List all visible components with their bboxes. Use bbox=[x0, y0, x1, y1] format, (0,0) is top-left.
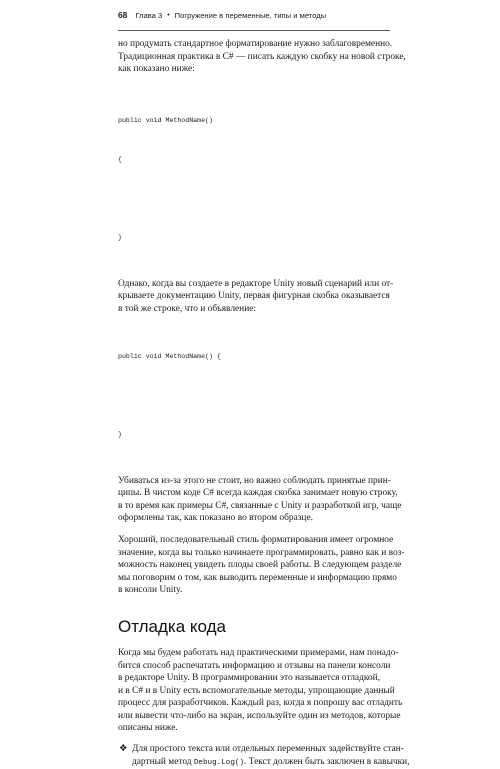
text-line: крываете документацию Unity, первая фигурная скобка оказывается bbox=[118, 291, 390, 302]
text-line: как показано ниже: bbox=[118, 64, 195, 75]
text-line: Традиционная практика в C# — писать каждую скобку на новой строке, bbox=[118, 51, 406, 62]
paragraph-3 bbox=[118, 475, 402, 525]
code-block-1 bbox=[118, 88, 390, 270]
text-line: Хороший, последовательный стиль форматирования имеет огромное bbox=[118, 534, 394, 545]
text-line: в той же строке, что и объявление: bbox=[118, 303, 256, 314]
chapter-title: Погружение в переменные, типы и методы bbox=[174, 10, 327, 20]
code-line bbox=[118, 192, 390, 205]
text-fragment: дартный метод bbox=[132, 756, 194, 767]
code-line: } bbox=[118, 430, 122, 438]
text-fragment: . Текст должен быть заключен в кавычки, bbox=[244, 756, 410, 767]
text-line: в консоли Unity. bbox=[118, 585, 183, 596]
header-separator: • bbox=[167, 11, 170, 19]
running-header bbox=[118, 0, 390, 31]
paragraph-2 bbox=[118, 278, 394, 316]
diamond-bullet-icon: ❖ bbox=[119, 744, 128, 755]
code-line: { bbox=[118, 155, 122, 163]
text-line: Для простого текста или отдельных переменных задействуйте стан- bbox=[132, 744, 404, 755]
text-line: можность наконец увидеть плоды своей работы. В следующем разделе bbox=[118, 560, 402, 571]
inline-code: Debug.Log() bbox=[193, 758, 245, 767]
text-line: бится способ распечатать информацию и отзывы на панели консоли bbox=[118, 660, 391, 671]
page-body bbox=[118, 38, 410, 769]
text-line: в редакторе Unity. В программировании это называется отладкой, bbox=[118, 673, 380, 684]
code-line: public void MethodName() bbox=[118, 116, 213, 124]
page-number: 68 bbox=[118, 10, 128, 20]
text-line: мы поговорим о том, как выводить переменные и информацию прямо bbox=[118, 572, 397, 583]
text-line: но продумать стандартное форматирование нужно заблаговременно. bbox=[118, 39, 393, 49]
text-line: значение, когда вы только начинаете программировать, равно как и воз- bbox=[118, 547, 405, 558]
text-line: или вывести что-либо на экран, используйте один из методов, которые bbox=[118, 710, 401, 721]
code-block-2 bbox=[118, 324, 390, 467]
text-line: в то время как примеры C#, связанные с Unity и разработкой игр, чаще bbox=[118, 500, 402, 511]
text-line: ципы. В чистом коде C# всегда каждая скобка занимает новую строку, bbox=[118, 488, 398, 499]
text-line: оформлены так, как показано во втором образце. bbox=[118, 513, 313, 524]
text-line: Однако, когда вы создаете в редакторе Unity новый сценарий или от- bbox=[118, 278, 394, 289]
bullet-item bbox=[118, 743, 410, 769]
text-line: описаны ниже. bbox=[118, 723, 178, 734]
paragraph-1 bbox=[118, 38, 406, 76]
code-line: } bbox=[118, 233, 122, 241]
text-line: процесс для разработчиков. Каждый раз, когда я попрошу вас отладить bbox=[118, 698, 403, 709]
chapter-label: Глава 3 bbox=[135, 10, 163, 20]
paragraph-4 bbox=[118, 534, 405, 597]
text-line: Убиваться из-за этого не стоит, но важно соблюдать принятые прин- bbox=[118, 475, 391, 486]
paragraph-5 bbox=[118, 647, 403, 735]
code-line bbox=[118, 389, 390, 402]
section-heading: Отладка кода bbox=[118, 616, 227, 636]
code-line: public void MethodName() { bbox=[118, 352, 221, 360]
text-line: Когда мы будем работать над практическими примерами, нам понадо- bbox=[118, 647, 399, 658]
text-line bbox=[132, 756, 410, 769]
text-line: и в C# и в Unity есть вспомогательные методы, упрощающие данный bbox=[118, 685, 395, 696]
